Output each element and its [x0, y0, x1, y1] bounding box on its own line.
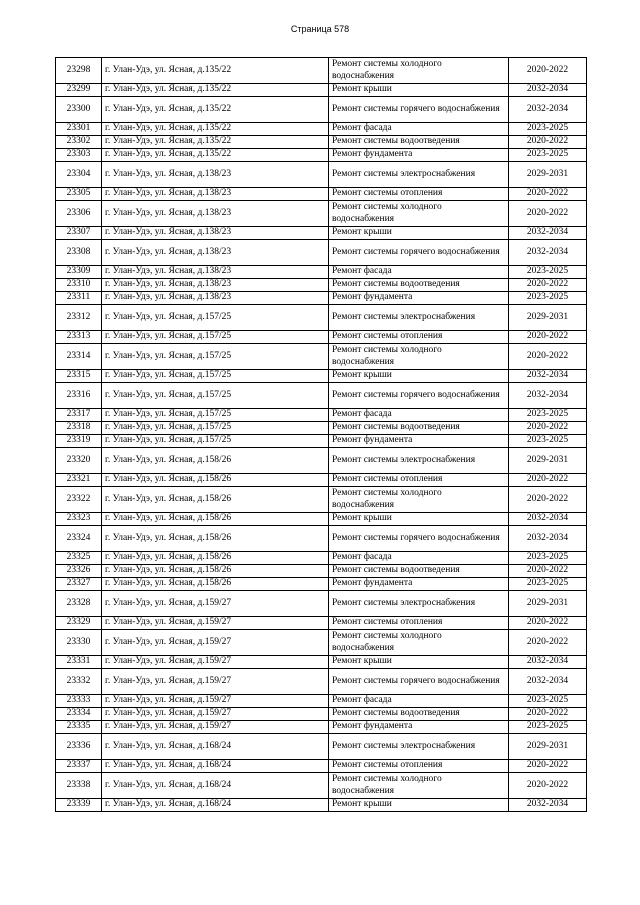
work-type-cell: Ремонт системы холодного водоснабжения [329, 773, 509, 799]
work-type-cell: Ремонт системы водоотведения [329, 422, 509, 435]
work-type-cell: Ремонт крыши [329, 84, 509, 97]
period-cell: 2020-2022 [509, 136, 587, 149]
table-row [56, 552, 587, 565]
work-type-cell: Ремонт системы горячего водоснабжения [329, 240, 509, 266]
address-cell: г. Улан-Удэ, ул. Ясная, д.159/27 [102, 656, 329, 669]
period-cell: 2032-2034 [509, 84, 587, 97]
work-type-cell: Ремонт системы электроснабжения [329, 734, 509, 760]
period-cell: 2032-2034 [509, 370, 587, 383]
table-row [56, 331, 587, 344]
row-number-cell: 23303 [56, 149, 102, 162]
table-row [56, 721, 587, 734]
period-cell: 2029-2031 [509, 734, 587, 760]
work-type-cell: Ремонт системы водоотведения [329, 136, 509, 149]
row-number-cell: 23304 [56, 162, 102, 188]
table-row [56, 162, 587, 188]
work-type-cell: Ремонт системы отопления [329, 188, 509, 201]
address-cell: г. Улан-Удэ, ул. Ясная, д.135/22 [102, 136, 329, 149]
period-cell: 2020-2022 [509, 474, 587, 487]
table-row [56, 279, 587, 292]
row-number-cell: 23308 [56, 240, 102, 266]
work-type-cell: Ремонт фасада [329, 552, 509, 565]
table-row [56, 123, 587, 136]
address-cell: г. Улан-Удэ, ул. Ясная, д.168/24 [102, 734, 329, 760]
period-cell: 2020-2022 [509, 565, 587, 578]
table-row [56, 669, 587, 695]
row-number-cell: 23307 [56, 227, 102, 240]
address-cell: г. Улан-Удэ, ул. Ясная, д.159/27 [102, 591, 329, 617]
table-row [56, 513, 587, 526]
row-number-cell: 23301 [56, 123, 102, 136]
work-type-cell: Ремонт системы водоотведения [329, 279, 509, 292]
work-type-cell: Ремонт фундамента [329, 578, 509, 591]
row-number-cell: 23324 [56, 526, 102, 552]
period-cell: 2023-2025 [509, 695, 587, 708]
row-number-cell: 23315 [56, 370, 102, 383]
work-type-cell: Ремонт фасада [329, 123, 509, 136]
period-cell: 2032-2034 [509, 799, 587, 812]
address-cell: г. Улан-Удэ, ул. Ясная, д.157/25 [102, 435, 329, 448]
table-row [56, 422, 587, 435]
work-type-cell: Ремонт системы холодного водоснабжения [329, 201, 509, 227]
period-cell: 2023-2025 [509, 435, 587, 448]
table-row [56, 617, 587, 630]
work-type-cell: Ремонт системы водоотведения [329, 565, 509, 578]
address-cell: г. Улан-Удэ, ул. Ясная, д.158/26 [102, 578, 329, 591]
table-row [56, 487, 587, 513]
row-number-cell: 23322 [56, 487, 102, 513]
work-type-cell: Ремонт фундамента [329, 435, 509, 448]
address-cell: г. Улан-Удэ, ул. Ясная, д.138/23 [102, 201, 329, 227]
page-number-header: Страница 578 [290, 24, 350, 34]
period-cell: 2023-2025 [509, 578, 587, 591]
period-cell: 2020-2022 [509, 617, 587, 630]
period-cell: 2029-2031 [509, 448, 587, 474]
address-cell: г. Улан-Удэ, ул. Ясная, д.138/23 [102, 279, 329, 292]
row-number-cell: 23337 [56, 760, 102, 773]
address-cell: г. Улан-Удэ, ул. Ясная, д.159/27 [102, 708, 329, 721]
address-cell: г. Улан-Удэ, ул. Ясная, д.168/24 [102, 760, 329, 773]
address-cell: г. Улан-Удэ, ул. Ясная, д.138/23 [102, 162, 329, 188]
work-type-cell: Ремонт системы электроснабжения [329, 305, 509, 331]
address-cell: г. Улан-Удэ, ул. Ясная, д.135/22 [102, 97, 329, 123]
table-row [56, 149, 587, 162]
row-number-cell: 23305 [56, 188, 102, 201]
address-cell: г. Улан-Удэ, ул. Ясная, д.135/22 [102, 123, 329, 136]
work-type-cell: Ремонт системы электроснабжения [329, 162, 509, 188]
table-row [56, 630, 587, 656]
table-row [56, 760, 587, 773]
address-cell: г. Улан-Удэ, ул. Ясная, д.138/23 [102, 227, 329, 240]
table-row [56, 474, 587, 487]
work-type-cell: Ремонт системы электроснабжения [329, 591, 509, 617]
period-cell: 2032-2034 [509, 240, 587, 266]
period-cell: 2023-2025 [509, 409, 587, 422]
period-cell: 2032-2034 [509, 97, 587, 123]
repair-schedule-table [55, 57, 587, 812]
table-row [56, 695, 587, 708]
row-number-cell: 23306 [56, 201, 102, 227]
work-type-cell: Ремонт крыши [329, 227, 509, 240]
period-cell: 2020-2022 [509, 279, 587, 292]
period-cell: 2029-2031 [509, 591, 587, 617]
row-number-cell: 23320 [56, 448, 102, 474]
work-type-cell: Ремонт фасада [329, 409, 509, 422]
work-type-cell: Ремонт фундамента [329, 149, 509, 162]
address-cell: г. Улан-Удэ, ул. Ясная, д.157/25 [102, 370, 329, 383]
period-cell: 2020-2022 [509, 188, 587, 201]
work-type-cell: Ремонт системы горячего водоснабжения [329, 526, 509, 552]
work-type-cell: Ремонт фасада [329, 266, 509, 279]
address-cell: г. Улан-Удэ, ул. Ясная, д.138/23 [102, 266, 329, 279]
table-row [56, 578, 587, 591]
address-cell: г. Улан-Удэ, ул. Ясная, д.138/23 [102, 292, 329, 305]
table-row [56, 526, 587, 552]
table-row [56, 799, 587, 812]
period-cell: 2023-2025 [509, 721, 587, 734]
table-row [56, 136, 587, 149]
address-cell: г. Улан-Удэ, ул. Ясная, д.157/25 [102, 422, 329, 435]
row-number-cell: 23329 [56, 617, 102, 630]
table-row [56, 773, 587, 799]
address-cell: г. Улан-Удэ, ул. Ясная, д.168/24 [102, 773, 329, 799]
table-row [56, 201, 587, 227]
address-cell: г. Улан-Удэ, ул. Ясная, д.159/27 [102, 669, 329, 695]
row-number-cell: 23332 [56, 669, 102, 695]
row-number-cell: 23298 [56, 58, 102, 84]
address-cell: г. Улан-Удэ, ул. Ясная, д.157/25 [102, 305, 329, 331]
row-number-cell: 23331 [56, 656, 102, 669]
period-cell: 2029-2031 [509, 162, 587, 188]
work-type-cell: Ремонт системы холодного водоснабжения [329, 487, 509, 513]
row-number-cell: 23334 [56, 708, 102, 721]
work-type-cell: Ремонт системы отопления [329, 474, 509, 487]
row-number-cell: 23333 [56, 695, 102, 708]
address-cell: г. Улан-Удэ, ул. Ясная, д.158/26 [102, 526, 329, 552]
period-cell: 2020-2022 [509, 630, 587, 656]
table-row [56, 708, 587, 721]
table-row [56, 188, 587, 201]
table-row [56, 266, 587, 279]
address-cell: г. Улан-Удэ, ул. Ясная, д.135/22 [102, 58, 329, 84]
period-cell: 2029-2031 [509, 305, 587, 331]
address-cell: г. Улан-Удэ, ул. Ясная, д.158/26 [102, 565, 329, 578]
work-type-cell: Ремонт системы горячего водоснабжения [329, 669, 509, 695]
period-cell: 2032-2034 [509, 526, 587, 552]
table-row [56, 227, 587, 240]
period-cell: 2020-2022 [509, 487, 587, 513]
period-cell: 2032-2034 [509, 383, 587, 409]
address-cell: г. Улан-Удэ, ул. Ясная, д.168/24 [102, 799, 329, 812]
table-body [56, 58, 587, 812]
address-cell: г. Улан-Удэ, ул. Ясная, д.158/26 [102, 487, 329, 513]
table-row [56, 97, 587, 123]
address-cell: г. Улан-Удэ, ул. Ясная, д.157/25 [102, 383, 329, 409]
address-cell: г. Улан-Удэ, ул. Ясная, д.157/25 [102, 331, 329, 344]
table-row [56, 734, 587, 760]
table-row [56, 370, 587, 383]
row-number-cell: 23302 [56, 136, 102, 149]
work-type-cell: Ремонт крыши [329, 370, 509, 383]
table-row [56, 409, 587, 422]
table-row [56, 292, 587, 305]
period-cell: 2023-2025 [509, 552, 587, 565]
address-cell: г. Улан-Удэ, ул. Ясная, д.158/26 [102, 513, 329, 526]
row-number-cell: 23339 [56, 799, 102, 812]
address-cell: г. Улан-Удэ, ул. Ясная, д.158/26 [102, 552, 329, 565]
work-type-cell: Ремонт фундамента [329, 292, 509, 305]
address-cell: г. Улан-Удэ, ул. Ясная, д.159/27 [102, 695, 329, 708]
table-row [56, 84, 587, 97]
period-cell: 2032-2034 [509, 513, 587, 526]
address-cell: г. Улан-Удэ, ул. Ясная, д.135/22 [102, 84, 329, 97]
work-type-cell: Ремонт фасада [329, 695, 509, 708]
row-number-cell: 23314 [56, 344, 102, 370]
work-type-cell: Ремонт системы отопления [329, 617, 509, 630]
table-row [56, 435, 587, 448]
address-cell: г. Улан-Удэ, ул. Ясная, д.135/22 [102, 149, 329, 162]
table-row [56, 448, 587, 474]
period-cell: 2020-2022 [509, 773, 587, 799]
work-type-cell: Ремонт системы горячего водоснабжения [329, 97, 509, 123]
row-number-cell: 23300 [56, 97, 102, 123]
address-cell: г. Улан-Удэ, ул. Ясная, д.159/27 [102, 721, 329, 734]
row-number-cell: 23313 [56, 331, 102, 344]
row-number-cell: 23330 [56, 630, 102, 656]
table-row [56, 565, 587, 578]
period-cell: 2020-2022 [509, 760, 587, 773]
address-cell: г. Улан-Удэ, ул. Ясная, д.157/25 [102, 409, 329, 422]
work-type-cell: Ремонт системы холодного водоснабжения [329, 344, 509, 370]
table-row [56, 383, 587, 409]
row-number-cell: 23338 [56, 773, 102, 799]
row-number-cell: 23328 [56, 591, 102, 617]
row-number-cell: 23317 [56, 409, 102, 422]
address-cell: г. Улан-Удэ, ул. Ясная, д.138/23 [102, 240, 329, 266]
row-number-cell: 23335 [56, 721, 102, 734]
work-type-cell: Ремонт крыши [329, 656, 509, 669]
work-type-cell: Ремонт системы холодного водоснабжения [329, 630, 509, 656]
row-number-cell: 23312 [56, 305, 102, 331]
row-number-cell: 23327 [56, 578, 102, 591]
row-number-cell: 23318 [56, 422, 102, 435]
row-number-cell: 23326 [56, 565, 102, 578]
table-row [56, 656, 587, 669]
period-cell: 2023-2025 [509, 123, 587, 136]
period-cell: 2023-2025 [509, 292, 587, 305]
row-number-cell: 23336 [56, 734, 102, 760]
row-number-cell: 23319 [56, 435, 102, 448]
table-row [56, 591, 587, 617]
period-cell: 2032-2034 [509, 656, 587, 669]
row-number-cell: 23311 [56, 292, 102, 305]
work-type-cell: Ремонт фундамента [329, 721, 509, 734]
address-cell: г. Улан-Удэ, ул. Ясная, д.157/25 [102, 344, 329, 370]
row-number-cell: 23325 [56, 552, 102, 565]
row-number-cell: 23299 [56, 84, 102, 97]
work-type-cell: Ремонт крыши [329, 799, 509, 812]
table-row [56, 58, 587, 84]
address-cell: г. Улан-Удэ, ул. Ясная, д.158/26 [102, 448, 329, 474]
address-cell: г. Улан-Удэ, ул. Ясная, д.158/26 [102, 474, 329, 487]
work-type-cell: Ремонт системы отопления [329, 331, 509, 344]
period-cell: 2020-2022 [509, 58, 587, 84]
row-number-cell: 23310 [56, 279, 102, 292]
period-cell: 2020-2022 [509, 201, 587, 227]
work-type-cell: Ремонт системы водоотведения [329, 708, 509, 721]
work-type-cell: Ремонт системы холодного водоснабжения [329, 58, 509, 84]
table-row [56, 344, 587, 370]
work-type-cell: Ремонт системы отопления [329, 760, 509, 773]
address-cell: г. Улан-Удэ, ул. Ясная, д.159/27 [102, 617, 329, 630]
table-row [56, 305, 587, 331]
row-number-cell: 23309 [56, 266, 102, 279]
period-cell: 2020-2022 [509, 331, 587, 344]
table-row [56, 240, 587, 266]
row-number-cell: 23316 [56, 383, 102, 409]
row-number-cell: 23323 [56, 513, 102, 526]
period-cell: 2020-2022 [509, 344, 587, 370]
address-cell: г. Улан-Удэ, ул. Ясная, д.138/23 [102, 188, 329, 201]
address-cell: г. Улан-Удэ, ул. Ясная, д.159/27 [102, 630, 329, 656]
period-cell: 2020-2022 [509, 422, 587, 435]
work-type-cell: Ремонт системы горячего водоснабжения [329, 383, 509, 409]
row-number-cell: 23321 [56, 474, 102, 487]
period-cell: 2023-2025 [509, 149, 587, 162]
period-cell: 2023-2025 [509, 266, 587, 279]
period-cell: 2032-2034 [509, 227, 587, 240]
period-cell: 2020-2022 [509, 708, 587, 721]
work-type-cell: Ремонт крыши [329, 513, 509, 526]
period-cell: 2032-2034 [509, 669, 587, 695]
work-type-cell: Ремонт системы электроснабжения [329, 448, 509, 474]
